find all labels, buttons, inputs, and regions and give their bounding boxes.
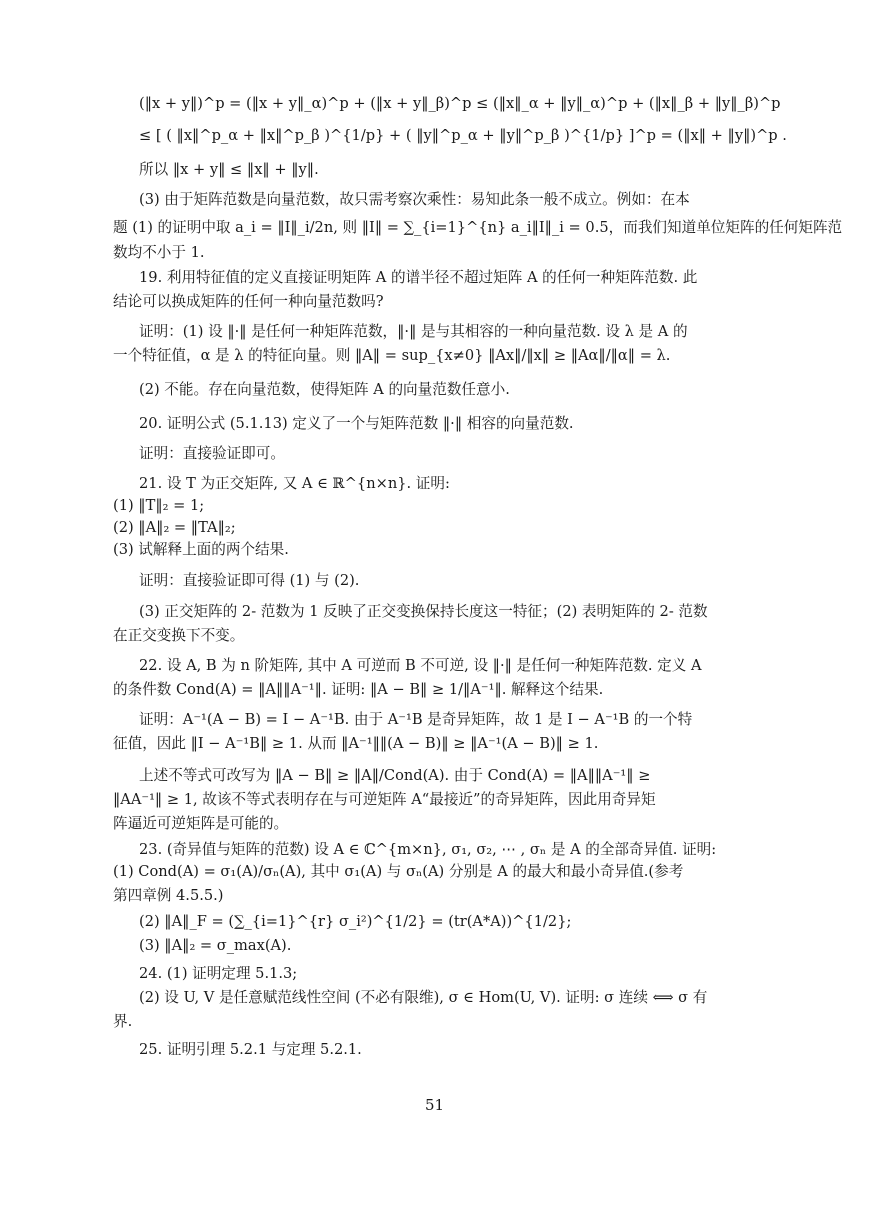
text-line: 23. (奇异值与矩阵的范数) 设 A ∈ ℂ^{m×n}, σ₁, σ₂, ⋯ , σₙ 是 A 的全部奇异值. 证明: — [139, 841, 717, 858]
text-line: (2) 设 U, V 是任意赋范线性空间 (不必有限维), σ ∈ Hom(U, V). 证明: σ 连续 ⟺ σ 有 — [139, 989, 708, 1006]
text-line: (2) ‖A‖₂ = ‖TA‖₂; — [113, 519, 236, 536]
text-line: 征值，因此 ‖I − A⁻¹B‖ ≥ 1. 从而 ‖A⁻¹‖‖(A − B)‖ ≥ ‖A⁻¹(A − B)‖ ≥ 1. — [113, 735, 599, 752]
text-line: 20. 证明公式 (5.1.13) 定义了一个与矩阵范数 ‖·‖ 相容的向量范数. — [139, 415, 574, 432]
text-line: 的条件数 Cond(A) = ‖A‖‖A⁻¹‖. 证明: ‖A − B‖ ≥ 1/‖A⁻¹‖. 解释这个结果. — [113, 681, 604, 698]
text-line: 数均不小于 1. — [113, 244, 205, 261]
text-line: 在正交变换下不变。 — [113, 627, 245, 644]
text-line: (3) 正交矩阵的 2- 范数为 1 反映了正交变换保持长度这一特征；(2) 表明矩阵的 2- 范数 — [139, 603, 708, 620]
text-line: ‖AA⁻¹‖ ≥ 1, 故该不等式表明存在与可逆矩阵 A“最接近”的奇异矩阵，因此用奇异矩 — [113, 791, 656, 808]
text-line: 所以 ‖x + y‖ ≤ ‖x‖ + ‖y‖. — [139, 161, 319, 178]
text-line: 阵逼近可逆矩阵是可能的。 — [113, 815, 289, 832]
text-line: (1) ‖T‖₂ = 1; — [113, 497, 205, 514]
text-line: 21. 设 T 为正交矩阵, 又 A ∈ ℝ^{n×n}. 证明: — [139, 475, 450, 492]
text-line: (3) 试解释上面的两个结果. — [113, 541, 289, 558]
text-line: (3) 由于矩阵范数是向量范数，故只需考察次乘性：易知此条一般不成立。例如：在本 — [139, 191, 690, 208]
text-line: (2) 不能。存在向量范数，使得矩阵 A 的向量范数任意小. — [139, 381, 510, 398]
text-line: 界. — [113, 1013, 133, 1030]
text-line: 题 (1) 的证明中取 a_i = ‖I‖_i/2n, 则 ‖I‖ = ∑_{i=1}^{n} a_i‖I‖_i = 0.5，而我们知道单位矩阵的任何矩阵范 — [113, 219, 843, 236]
text-line: 结论可以换成矩阵的任何一种向量范数吗? — [113, 293, 384, 310]
text-line: 24. (1) 证明定理 5.1.3; — [139, 965, 298, 982]
text-line: 第四章例 4.5.5.) — [113, 887, 224, 904]
text-line: 22. 设 A, B 为 n 阶矩阵, 其中 A 可逆而 B 不可逆, 设 ‖·‖ 是任何一种矩阵范数. 定义 A — [139, 657, 702, 674]
text-line: 19. 利用特征值的定义直接证明矩阵 A 的谱半径不超过矩阵 A 的任何一种矩阵范数. 此 — [139, 269, 698, 286]
text-line: 25. 证明引理 5.2.1 与定理 5.2.1. — [139, 1041, 362, 1058]
text-line: (2) ‖A‖_F = (∑_{i=1}^{r} σ_i²)^{1/2} = (tr(A*A))^{1/2}; — [139, 913, 572, 930]
text-line: 上述不等式可改写为 ‖A − B‖ ≥ ‖A‖/Cond(A). 由于 Cond(A) = ‖A‖‖A⁻¹‖ ≥ — [139, 767, 651, 784]
text-line: 证明：(1) 设 ‖·‖ 是任何一种矩阵范数，‖·‖ 是与其相容的一种向量范数. 设 λ 是 A 的 — [139, 323, 688, 340]
page-number: 51 — [424, 1096, 445, 1114]
text-line: ≤ [ ( ‖x‖^p_α + ‖x‖^p_β )^{1/p} + ( ‖y‖^p_α + ‖y‖^p_β )^{1/p} ]^p = (‖x‖ + ‖y‖)^p . — [139, 127, 787, 144]
text-line: 证明：直接验证即可得 (1) 与 (2). — [139, 572, 360, 589]
text-line: 证明：A⁻¹(A − B) = I − A⁻¹B. 由于 A⁻¹B 是奇异矩阵，故 1 是 I − A⁻¹B 的一个特 — [139, 711, 693, 728]
text-line: (‖x + y‖)^p = (‖x + y‖_α)^p + (‖x + y‖_β)^p ≤ (‖x‖_α + ‖y‖_α)^p + (‖x‖_β + ‖y‖_β)^p — [139, 95, 781, 112]
text-line: 证明：直接验证即可。 — [139, 445, 285, 462]
text-line: 一个特征值，α 是 λ 的特征向量。则 ‖A‖ = sup_{x≠0} ‖Ax‖/‖x‖ ≥ ‖Aα‖/‖α‖ = λ. — [113, 347, 671, 364]
text-line: (1) Cond(A) = σ₁(A)/σₙ(A), 其中 σ₁(A) 与 σₙ(A) 分别是 A 的最大和最小奇异值.(参考 — [113, 863, 684, 880]
text-line: (3) ‖A‖₂ = σ_max(A). — [139, 937, 292, 954]
